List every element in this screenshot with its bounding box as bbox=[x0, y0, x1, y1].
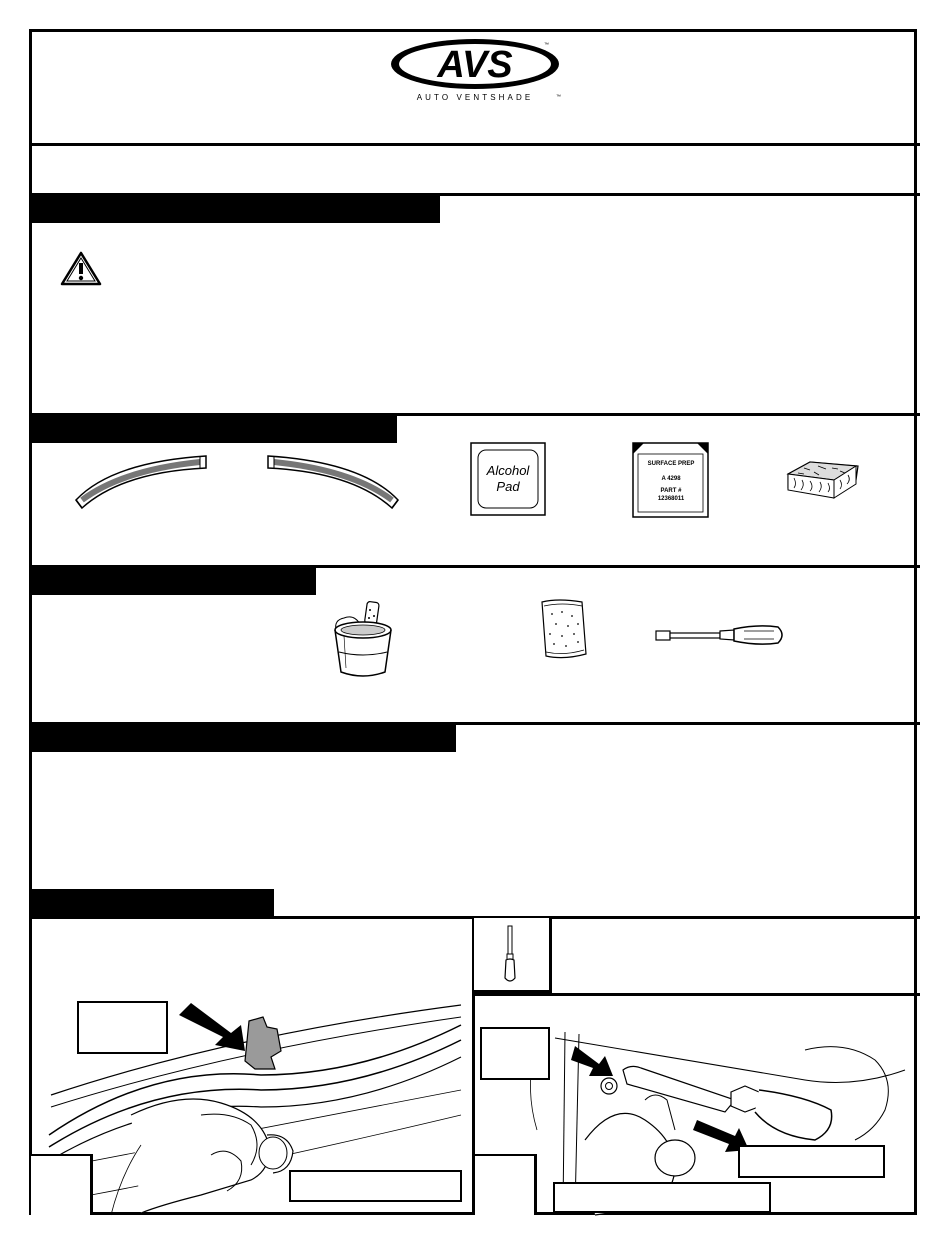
arrow-icon bbox=[179, 1003, 245, 1051]
surface-prep-part-number: 12368011 bbox=[657, 496, 685, 502]
step1-number-box bbox=[31, 1154, 93, 1215]
step2-caption-box-right bbox=[738, 1145, 885, 1178]
logo-trademark: ™ bbox=[544, 42, 549, 48]
step2-caption-box bbox=[553, 1182, 771, 1213]
rule-header bbox=[29, 143, 920, 146]
brand-tagline: AUTO VENTSHADE bbox=[416, 93, 534, 102]
step2-rule bbox=[474, 993, 920, 996]
section-bar-2 bbox=[31, 415, 397, 443]
surface-prep-title: SURFACE PREP bbox=[647, 461, 695, 467]
logo-letters: AVS bbox=[437, 44, 513, 86]
screwdriver-icon bbox=[498, 924, 522, 986]
deflector-right-icon bbox=[262, 448, 402, 512]
section-bar-1 bbox=[31, 195, 440, 223]
wipe-packet-icon bbox=[538, 598, 590, 660]
section-bar-5 bbox=[31, 889, 274, 917]
alcohol-pad-line1: Alcohol bbox=[486, 463, 530, 478]
alcohol-pad-line2: Pad bbox=[496, 479, 520, 494]
warning-icon bbox=[60, 251, 102, 286]
section-bar-4 bbox=[31, 724, 456, 752]
step2-callout-box bbox=[480, 1027, 550, 1080]
surface-prep-part-label: PART # bbox=[660, 488, 682, 494]
foam-block-icon bbox=[784, 456, 862, 506]
nut-driver-icon bbox=[654, 622, 786, 648]
deflector-left-icon bbox=[72, 448, 212, 512]
step2-number-box bbox=[475, 1154, 537, 1215]
surface-prep-code: A 4298 bbox=[661, 476, 681, 482]
arrow-icon-upper bbox=[571, 1046, 613, 1076]
tagline-trademark: ™ bbox=[556, 94, 561, 100]
step1-caption-box bbox=[289, 1170, 462, 1202]
section-bar-3 bbox=[31, 567, 316, 595]
step1-callout-box bbox=[77, 1001, 168, 1054]
bucket-icon bbox=[330, 600, 396, 680]
